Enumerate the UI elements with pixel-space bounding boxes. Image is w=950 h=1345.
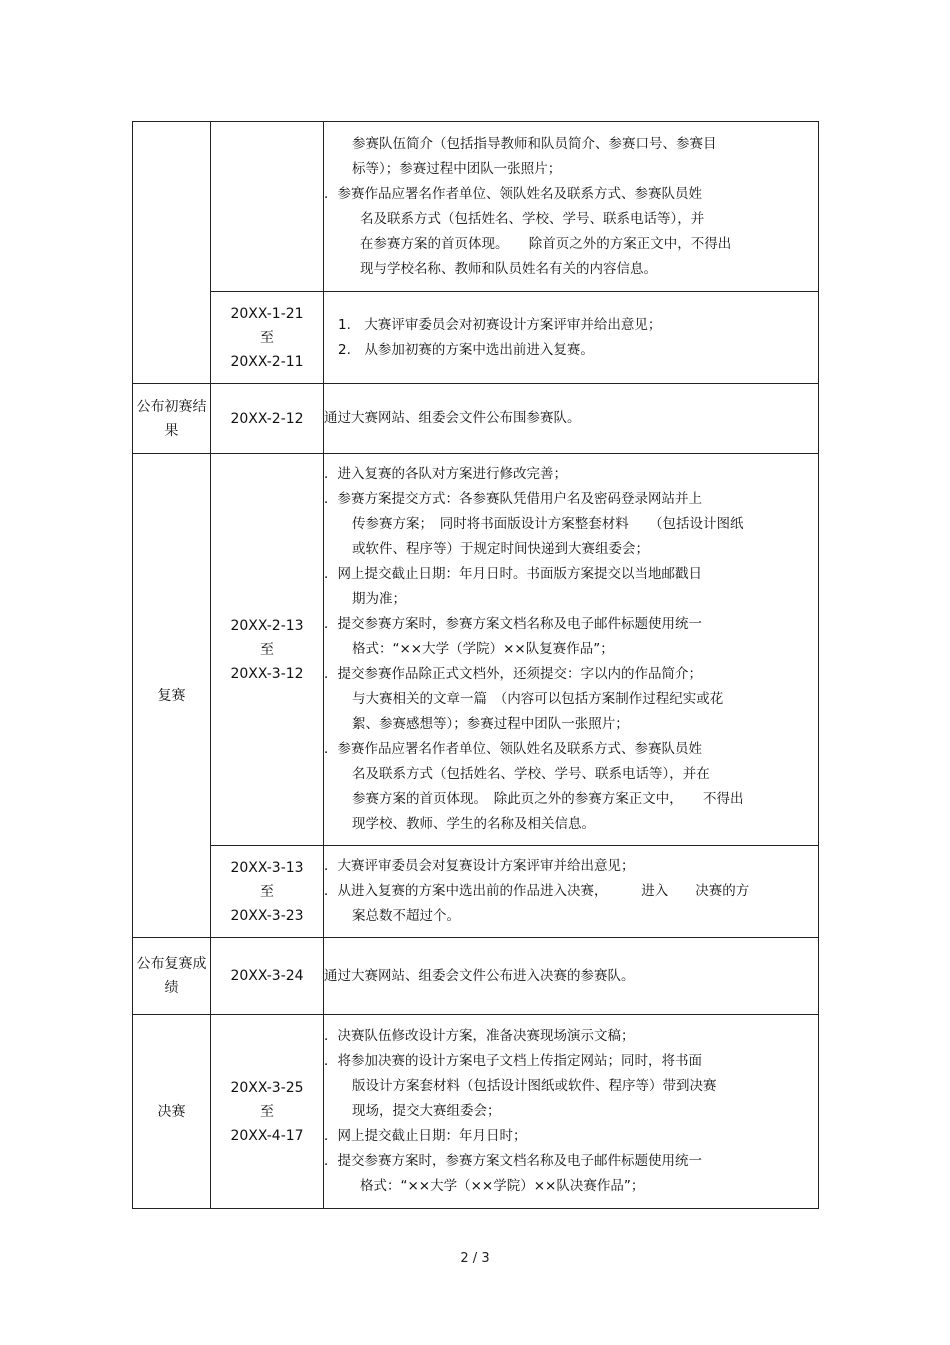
table-row <box>133 938 819 1015</box>
description-line: ．参赛作品应署名作者单位、领队姓名及联系方式、参赛队员姓 <box>324 741 702 757</box>
date-separator: 至 <box>260 329 274 346</box>
description-line: ．进入复赛的各队对方案进行修改完善； <box>324 466 567 482</box>
table-row <box>133 846 819 938</box>
date-cell <box>211 292 324 384</box>
date-end: 20XX-3-12 <box>230 665 304 682</box>
description-line: 在参赛方案的首页体现。 除首页之外的方案正文中，不得出 <box>360 235 732 252</box>
description-line: ．提交参赛方案时，参赛方案文档名称及电子邮件标题使用统一 <box>324 1153 702 1169</box>
date-single: 20XX-3-24 <box>230 968 304 984</box>
date-cell <box>211 454 324 846</box>
description-line: 现场，提交大赛组委会； <box>352 1103 501 1119</box>
date-cell <box>211 938 324 1015</box>
date-cell <box>211 122 324 292</box>
date-start: 20XX-3-25 <box>230 1079 304 1096</box>
description-line: 案总数不超过个。 <box>352 908 460 924</box>
description-line: 1. 大赛评审委员会对初赛设计方案评审并给出意见； <box>338 316 662 333</box>
date-single: 20XX-2-12 <box>230 410 304 427</box>
description-line: 或软件、程序等）于规定时间快递到大赛组委会； <box>352 541 649 557</box>
description-line: ．决赛队伍修改设计方案，准备决赛现场演示文稿； <box>324 1028 635 1044</box>
description-line: 格式：“××大学（××学院）××队决赛作品”； <box>360 1178 645 1194</box>
date-end: 20XX-2-11 <box>230 353 304 370</box>
schedule-table <box>132 121 819 1209</box>
date-start: 20XX-1-21 <box>230 305 304 322</box>
date-separator: 至 <box>260 1103 274 1120</box>
description-line: 通过大赛网站、组委会文件公布进入决赛的参赛队。 <box>324 967 635 984</box>
description-line: 版设计方案套材料（包括设计图纸或软件、程序等）带到决赛 <box>352 1078 717 1094</box>
description-line: ．将参加决赛的设计方案电子文档上传指定网站；同时，将书面 <box>324 1053 702 1069</box>
table-row <box>133 454 819 846</box>
table-row <box>133 292 819 384</box>
table-row <box>133 384 819 454</box>
description-line: ．网上提交截止日期：年月日时。书面版方案提交以当地邮戳日 <box>324 566 702 582</box>
table-row <box>133 1015 819 1209</box>
date-end: 20XX-3-23 <box>230 907 304 924</box>
description-line: ．参赛作品应署名作者单位、领队姓名及联系方式、参赛队员姓 <box>324 185 702 202</box>
date-end: 20XX-4-17 <box>230 1127 304 1144</box>
description-cell <box>324 938 819 1015</box>
description-line: 与大赛相关的文章一篇 （内容可以包括方案制作过程纪实或花 <box>352 691 724 707</box>
description-line: ．提交参赛方案时，参赛方案文档名称及电子邮件标题使用统一 <box>324 616 702 632</box>
table-row <box>133 122 819 292</box>
stage-cell: 决赛 <box>133 1015 211 1209</box>
description-line: 现学校、教师、学生的名称及相关信息。 <box>352 816 595 832</box>
stage-cell: 复赛 <box>133 454 211 938</box>
description-cell <box>324 292 819 384</box>
description-line: ．参赛方案提交方式：各参赛队凭借用户名及密码登录网站并上 <box>324 491 702 507</box>
description-line: 传参赛方案； 同时将书面版设计方案整套材料 （包括设计图纸 <box>352 516 744 532</box>
description-line: 参赛队伍简介（包括指导教师和队员简介、参赛口号、参赛目 <box>352 135 717 152</box>
date-cell <box>211 384 324 454</box>
page-number: 2 / 3 <box>460 1251 490 1266</box>
description-cell <box>324 122 819 292</box>
description-line: 标等）；参赛过程中团队一张照片； <box>352 160 562 177</box>
description-line: 现与学校名称、教师和队员姓名有关的内容信息。 <box>360 260 657 277</box>
date-cell <box>211 1015 324 1209</box>
date-start: 20XX-2-13 <box>230 617 304 634</box>
description-cell <box>324 1015 819 1209</box>
description-line: 2. 从参加初赛的方案中选出前进入复赛。 <box>338 341 594 358</box>
date-separator: 至 <box>260 641 274 658</box>
description-cell <box>324 846 819 938</box>
description-line: 通过大赛网站、组委会文件公布围参赛队。 <box>324 410 581 426</box>
description-cell <box>324 454 819 846</box>
description-line: ．网上提交截止日期：年月日时； <box>324 1128 527 1144</box>
description-line: 格式：“××大学（学院）××队复赛作品”； <box>352 641 614 657</box>
description-cell <box>324 384 819 454</box>
description-line: 名及联系方式（包括姓名、学校、学号、联系电话等），并在 <box>352 766 710 782</box>
date-separator: 至 <box>260 883 274 900</box>
date-start: 20XX-3-13 <box>230 859 304 876</box>
description-line: ．从进入复赛的方案中选出前的作品进入决赛， 进入 决赛的方 <box>324 883 750 899</box>
description-line: ．大赛评审委员会对复赛设计方案评审并给出意见； <box>324 858 635 874</box>
description-line: 絮、参赛感想等）；参赛过程中团队一张照片； <box>352 716 629 732</box>
stage-cell: 公布复赛成绩 <box>133 938 211 1015</box>
stage-cell-continued <box>133 122 211 384</box>
description-line: 参赛方案的首页体现。 除此页之外的参赛方案正文中， 不得出 <box>352 791 744 807</box>
description-line: ．提交参赛作品除正式文档外，还须提交：字以内的作品简介； <box>324 666 702 682</box>
description-line: 期为准； <box>352 591 406 607</box>
date-cell <box>211 846 324 938</box>
description-line: 名及联系方式（包括姓名、学校、学号、联系电话等），并 <box>360 210 705 227</box>
stage-cell: 公布初赛结果 <box>133 384 211 454</box>
